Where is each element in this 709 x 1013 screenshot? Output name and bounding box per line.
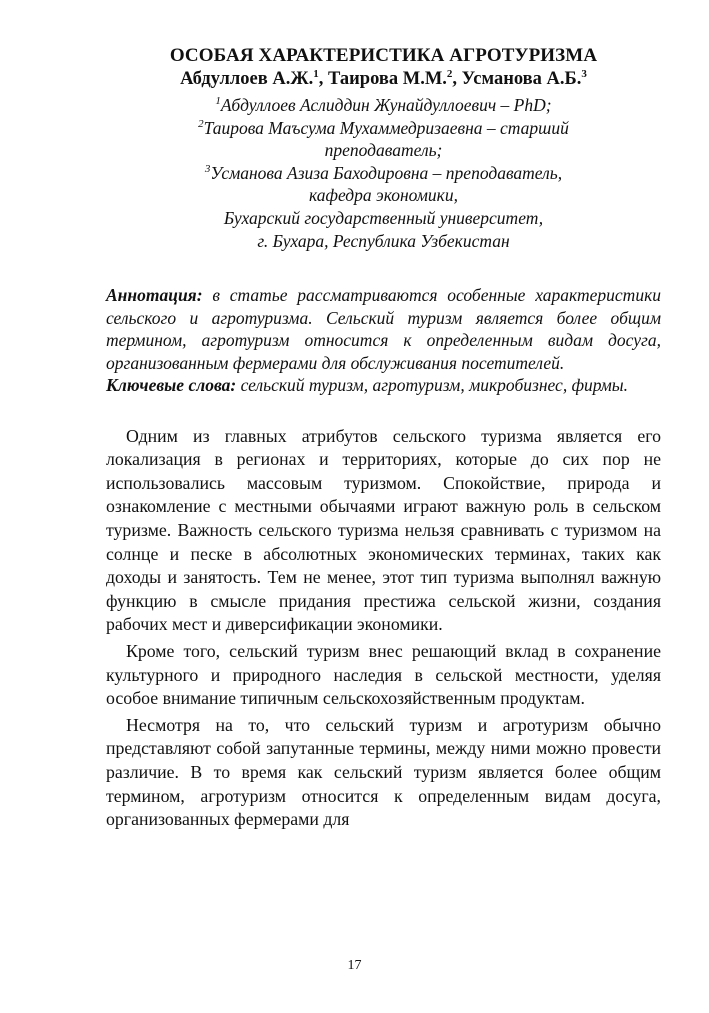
keywords-text: сельский туризм, агротуризм, микробизнес, фирмы.	[240, 375, 629, 396]
affiliation-superscript: 3	[204, 162, 211, 175]
page-number: 17	[347, 958, 362, 973]
article-page	[106, 44, 661, 835]
author-superscript: 3	[581, 67, 587, 80]
body-paragraph: Несмотря на то, что сельский туризм и агротуризм обычно представляют собой запутанные термины, между ними можно провести различие. В то время как сельский туризм является более общим термином, агротуризм относится к определенным видам досуга, организованных фермерами для	[106, 714, 661, 830]
affiliation-3	[106, 162, 661, 185]
abstract-label: Аннотация:	[106, 285, 203, 306]
author-name: Усманова А.Б.	[461, 69, 582, 89]
affiliation-superscript: 2	[198, 117, 204, 130]
affiliation-university: Бухарский государственный университет,	[223, 207, 544, 228]
affiliation-text: Усманова Азиза Баходировна – преподаватель,	[210, 162, 563, 183]
article-title: ОСОБАЯ ХАРАКТЕРИСТИКА АГРОТУРИЗМА	[169, 45, 598, 66]
author-list	[106, 67, 661, 92]
author-separator: ,	[452, 69, 462, 89]
body-paragraph: Кроме того, сельский туризм внес решающий вклад в сохранение культурного и природного наследия в сельской местности, уделяя особое внимание типичным сельскохозяйственным продуктам.	[106, 641, 661, 709]
body-paragraph: Одним из главных атрибутов сельского туризма является его локализация в регионах и территориях, которые до сих пор не использовались массовым туризмом. Спокойствие, природа и ознакомление с местными обычаями играют важную роль в сельском туризме. Важность сельского туризма нельзя сравнивать с туризмом на солнце и песке в абсолютных экономических терминах, таких как доходы и занятость. Тем не менее, этот тип туризма выполнял важную функцию в смысле придания престижа сельской жизни, создания рабочих мест и диверсификации экономики.	[106, 425, 661, 635]
author-superscript: 1	[313, 67, 319, 80]
affiliation-text: Абдуллоев Аслиддин Жунайдуллоевич – PhD;	[220, 95, 552, 115]
author-separator: ,	[318, 69, 329, 89]
abstract-text: в статье рассматриваются особенные характеристики сельского и агротуризма. Сельский туризм является более общим термином, агротуризм относится к определенным видам досуга, организованным фермерами для обслуживания посетителей.	[106, 285, 662, 373]
keywords-label: Ключевые слова:	[106, 375, 237, 396]
abstract-section	[106, 284, 661, 397]
author-name: Абдуллоев А.Ж.	[180, 69, 314, 89]
affiliation-department: кафедра экономики,	[309, 185, 458, 206]
affiliation-2	[106, 117, 661, 140]
affiliation-1	[106, 94, 661, 117]
author-superscript: 2	[446, 67, 453, 80]
keywords-paragraph	[106, 374, 661, 397]
body-text	[106, 425, 661, 832]
affiliation-city: г. Бухара, Республика Узбекистан	[257, 230, 510, 251]
affiliation-text: Таирова Маъсума Мухаммедризаевна – старший	[203, 117, 569, 138]
affiliation-2-continued: преподаватель;	[324, 140, 443, 161]
abstract-paragraph	[106, 284, 661, 374]
author-name: Таирова М.М.	[328, 69, 447, 89]
affiliation-superscript: 1	[215, 95, 221, 108]
